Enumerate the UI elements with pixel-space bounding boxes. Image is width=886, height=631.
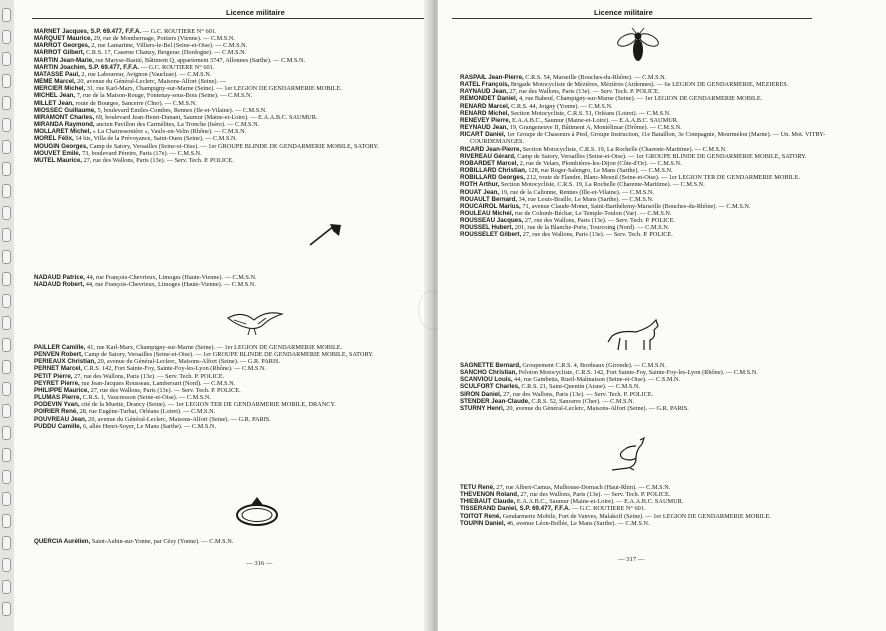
directory-entry bbox=[460, 174, 866, 181]
entry-name: PERNET Marcel, bbox=[34, 365, 83, 373]
entry-details: 27, rue des Wallons, Paris (13e). — Serv. Tech. P. POLICE. bbox=[82, 156, 234, 164]
entry-name: NADAUD Patrice, bbox=[34, 274, 85, 281]
binding-ring bbox=[2, 382, 11, 396]
entry-details: 27, rue des Wallons, Paris (13e). — Serv. Tech. P. POLICE. bbox=[523, 217, 675, 225]
entry-details: rue Jean-Jacques Rousseau, Lambersart (Nord). — C.M.S.N. bbox=[79, 379, 236, 387]
entry-name: TOITOT René, bbox=[460, 512, 502, 520]
entry-details: ancien Pavillon des Carmélites, La Tronche (Isère). — C.M.S.N. bbox=[94, 121, 260, 129]
directory-entry bbox=[34, 157, 426, 164]
entry-name: MEME Marcel, bbox=[34, 78, 76, 86]
bird-icon bbox=[224, 308, 286, 338]
entry-name: RATEL François, bbox=[460, 81, 510, 89]
binding-ring bbox=[2, 470, 11, 484]
binding-ring bbox=[2, 536, 11, 550]
directory-entry bbox=[34, 351, 426, 358]
binding-ring bbox=[2, 338, 11, 352]
entry-details: 29, rue de Montbernage, Poitiers (Vienne). — C.M.S.N. bbox=[92, 35, 235, 43]
directory-entry bbox=[460, 362, 866, 369]
directory-entry bbox=[34, 401, 426, 408]
entry-name: PENVEN Robert, bbox=[34, 351, 83, 359]
entry-details: 73, boulevard Péreire, Paris (17e). — C.M.S.N. bbox=[80, 149, 202, 157]
entry-name: MUTEL Maurice, bbox=[34, 156, 83, 164]
directory-entry bbox=[460, 203, 866, 210]
entry-name: RICART Daniel, bbox=[460, 131, 506, 139]
entry-details: Groupement C.R.S. 4, Bordeaux (Gironde). — C.M.S.N. bbox=[520, 362, 667, 369]
directory-entry bbox=[34, 42, 426, 49]
entry-name: PHILIPPE Maurice, bbox=[34, 386, 90, 394]
directory-entry bbox=[460, 146, 866, 153]
entry-details: rue Maryse-Bastié, Bâtiment Q, appartement 3747, Allonnes (Sarthe). — C.M.S.N. bbox=[93, 56, 306, 64]
binding-ring bbox=[2, 602, 11, 616]
entry-name: MIRAMONT Charles, bbox=[34, 113, 95, 121]
entry-details: 5, boulevard Emiles-Combes, Rennes (Ile-et-Vilaine). — C.M.S.N. bbox=[95, 106, 267, 114]
directory-entry bbox=[34, 274, 426, 281]
entry-details: 27, rue des Wallons, Paris (13e). — Serv. Tech. P. POLICE. bbox=[518, 491, 671, 499]
entry-details: 1er Groupe de Chasseurs à Pied, Groupe Instruction, 11e Bataillon, 3e Compagnie, Mourmelon (Marne). — Un. Mot. VITRY-COURDEMANGES. bbox=[470, 131, 826, 146]
directory-entry bbox=[34, 344, 426, 351]
entry-name: MOREL Félix, bbox=[34, 135, 74, 143]
entry-details: 27, rue des Wallons, Paris (13e). — Serv. Tech. P. POLICE. bbox=[507, 88, 660, 96]
entry-name: MARTIN Joachim, S.P. 69.477, F.F.A. bbox=[34, 63, 140, 71]
entry-details: 44, rue François-Chevrieux, Limoges (Haute-Vienne). — C.M.S.N. bbox=[84, 274, 257, 281]
entry-details: 44, rue François-Chevrieux, Limoges (Haute-Vienne). — C.M.S.N. bbox=[84, 281, 256, 289]
directory-entry bbox=[34, 107, 426, 114]
entry-details: 14 bis, Villa de la Prévoyance, Saint-Ouen (Seine). — C.M.S.N. bbox=[73, 135, 238, 143]
entry-details: 6, allée Henri-Soyer, Le Mans (Sarthe). — C.M.S.N. bbox=[81, 422, 217, 430]
directory-entry bbox=[460, 398, 866, 405]
entry-name: ROUCAIROL Marius, bbox=[460, 202, 521, 210]
entry-details: E.A.A.B.C., Saumur (Maine-et-Loire). — E.A.A.B.C. SAUMUR. bbox=[515, 498, 684, 506]
directory-entry bbox=[34, 538, 426, 545]
entry-name: QUERCIA Aurélien, bbox=[34, 538, 91, 545]
directory-entry bbox=[460, 224, 866, 231]
entry-name: MILLET Jean, bbox=[34, 99, 74, 107]
entry-details: 34, rue Louis-Braille, Le Mans (Sarthe). — C.M.S.N. bbox=[516, 195, 654, 203]
directory-entry bbox=[460, 391, 866, 398]
entry-name: MARROT Georges, bbox=[34, 42, 90, 50]
binding-ring bbox=[2, 448, 11, 462]
directory-entry bbox=[460, 153, 866, 160]
binding-ring bbox=[2, 52, 11, 66]
directory-entry bbox=[460, 383, 866, 390]
directory-entry bbox=[34, 114, 426, 121]
entry-details: 4, rue Babeuf, Champigny-sur-Marne (Seine). — 1er LEGION DE GENDARMERIE MOBILE. bbox=[517, 95, 763, 103]
entry-name: ROUSSEL Hubert, bbox=[460, 224, 514, 232]
binding-ring bbox=[2, 492, 11, 506]
directory-entry bbox=[460, 124, 866, 131]
entry-details: Brigade Motocycliste de Mézières, Mézières (Ardennes). — 6e LEGION DE GENDARMERIE, MEZIERES. bbox=[509, 81, 789, 89]
entry-name: POUVREAU Jean, bbox=[34, 415, 87, 423]
right-page-number: — 317 — bbox=[618, 556, 645, 563]
entry-details: 27, rue des Wallons, Paris (13e). — Serv. Tech. P. POLICE. bbox=[89, 386, 241, 394]
directory-entry bbox=[460, 160, 866, 167]
entry-name: THEVENON Roland, bbox=[460, 491, 519, 499]
binding-ring bbox=[2, 206, 11, 220]
binding-ring bbox=[2, 140, 11, 154]
entry-name: ROULEAU Michel, bbox=[460, 209, 514, 217]
entry-details: Peloton Motocycliste, C.R.S. 142, Fort Sainte-Foy, Sainte-Foy-les-Lyon (Rhône). — C.M.S.N. bbox=[517, 369, 758, 377]
binding-ring bbox=[2, 96, 11, 110]
entry-name: MARNET Jacques, S.P. 69.477, F.F.A. bbox=[34, 28, 142, 35]
binding-ring bbox=[2, 162, 11, 176]
directory-entry bbox=[34, 135, 426, 142]
entry-name: MOUGIN Georges, bbox=[34, 142, 88, 150]
entry-name: MARROT Gilbert, bbox=[34, 49, 85, 57]
binding-ring bbox=[2, 360, 11, 374]
directory-entry bbox=[460, 110, 866, 117]
entry-details: « La Chairessonière », Vaulx-en-Velin (Rhône). — C.M.S.N. bbox=[91, 128, 247, 136]
directory-entry bbox=[460, 81, 866, 88]
directory-entry bbox=[34, 423, 426, 430]
left-page-header: Licence militaire bbox=[226, 8, 285, 17]
entry-details: 201, rue de la Blanche-Porte, Tourcoing (Nord). — C.M.S.N. bbox=[513, 224, 670, 232]
directory-entry bbox=[460, 210, 866, 217]
entry-name: MIOSSEC Guillaume, bbox=[34, 106, 96, 114]
entry-details: Camp de Satory, Versailles (Seine-et-Oise). — 1er GROUPE BLINDE DE GENDARMERIE MOBILE, SATORY. bbox=[87, 142, 379, 150]
entry-details: — G.C. ROUTIERE N° 601. bbox=[141, 28, 217, 35]
entry-name: PERIEAUX Christian, bbox=[34, 358, 96, 366]
binding-ring bbox=[2, 74, 11, 88]
directory-entry bbox=[34, 85, 426, 92]
entry-details: 71, avenue Claude-Monet, Saint-Barthélemy-Marseille (Bouches-du-Rhône). — C.M.S.N. bbox=[520, 202, 751, 210]
entry-name: ROUSSELET Gilbert, bbox=[460, 231, 522, 239]
entry-details: Section Motocycliste, C.R.S. 19, La Rochelle (Charente-Maritime). — C.M.S.N. bbox=[499, 181, 705, 189]
entry-details: C.R.S. 142, Fort Sainte-Foy, Sainte-Foy-les-Lyon (Rhône). — C.M.S.N. bbox=[82, 365, 267, 373]
directory-entry bbox=[460, 181, 866, 188]
entry-details: — G.C. ROUTIERE N° 601. bbox=[570, 505, 646, 513]
binding-ring bbox=[2, 184, 11, 198]
directory-entry bbox=[34, 373, 426, 380]
entry-name: MATASSE Paul, bbox=[34, 70, 80, 78]
directory-entry bbox=[460, 513, 866, 520]
entry-details: Camp de Satory, Versailles (Seine-et-Oise). — 1er GROUPE BLINDE DE GENDARMERIE MOBILE, SATORY. bbox=[82, 351, 374, 359]
entry-details: cité de la Muette, Drancy (Seine). — 1er LEGION TER DE GENDARMERIE MOBILE, DRANCY. bbox=[79, 401, 336, 409]
directory-entry bbox=[34, 64, 426, 71]
entry-details: 2, rue de Velars, Plombières-les-Dijon (Côte-d'Or). — C.M.S.N. bbox=[518, 159, 682, 167]
entry-name: RIVEREAU Gérard, bbox=[460, 152, 516, 160]
binding-rings bbox=[0, 0, 14, 631]
entry-name: POIRIER René, bbox=[34, 408, 79, 416]
directory-entry bbox=[460, 484, 866, 491]
left-page-number: — 316 — bbox=[246, 560, 273, 567]
entry-name: REYNAUD Jean, bbox=[460, 124, 509, 132]
binding-ring bbox=[2, 118, 11, 132]
directory-entry bbox=[460, 189, 866, 196]
directory-entry bbox=[34, 121, 426, 128]
entry-details: — G.C. ROUTIERE N° 601. bbox=[139, 63, 215, 71]
right-header-rule bbox=[452, 18, 812, 19]
directory-entry bbox=[34, 416, 426, 423]
directory-entry bbox=[460, 74, 866, 81]
entry-name: ROBARDET Marcel, bbox=[460, 159, 519, 167]
entry-details: C.R.S. 44, Joigny (Yonne). — C.M.S.N. bbox=[509, 102, 613, 110]
entry-details: 20, avenue du Général-Leclerc, Maisons-Alfort (Seine). — bbox=[75, 78, 226, 86]
right-entries-t bbox=[460, 484, 866, 527]
entry-name: MARQUET Maurice, bbox=[34, 35, 93, 43]
left-entries-n bbox=[34, 274, 426, 288]
entry-name: SCANVIOU Louis, bbox=[460, 376, 513, 384]
ring-icon bbox=[232, 494, 282, 528]
directory-entry bbox=[460, 167, 866, 174]
entry-name: REMONDET Daniel, bbox=[460, 95, 518, 103]
entry-details: 44, rue Gambetta, Rueil-Malmaison (Seine-et-Oise). — C.S.M.N. bbox=[512, 376, 681, 384]
left-page bbox=[14, 0, 432, 631]
entry-name: TISSERAND Daniel, S.P. 69.477, F.F.A. bbox=[460, 505, 571, 513]
entry-details: C.R.S. 21, Saint-Quentin (Aisne). — C.M.S.N. bbox=[519, 383, 640, 391]
entry-name: PAILLER Camille, bbox=[34, 344, 86, 351]
entry-details: Camp de Satory, Versailles (Seine-et-Oise). — 1er GROUPE BLINDE DE GENDARMERIE MOBILE, SATORY. bbox=[515, 152, 807, 160]
directory-entry bbox=[34, 150, 426, 157]
directory-entry bbox=[34, 92, 426, 99]
entry-name: RENEVEY Pierre, bbox=[460, 116, 511, 124]
directory-entry bbox=[34, 281, 426, 288]
entry-details: Section Motocycliste, C.R.S. 51, Orléans (Loiret). — C.M.S.N. bbox=[509, 109, 671, 117]
entry-name: MOLLARET Michel, bbox=[34, 128, 92, 136]
entry-name: RAYNAUD Jean, bbox=[460, 88, 508, 96]
entry-details: 20, avenue du Général-Leclerc, Maisons-Alfort (Seine). — G.R. PARIS. bbox=[95, 358, 281, 366]
directory-entry bbox=[34, 128, 426, 135]
directory-entry bbox=[34, 408, 426, 415]
entry-details: 19, Grangeneuve II, Bâtiment A, Montélimar (Drôme). — C.M.S.N. bbox=[508, 124, 682, 132]
entry-details: E.A.A.B.C., Saumur (Maine-et-Loire). — E.A.A.B.C. SAUMUR. bbox=[510, 116, 679, 124]
bee-icon bbox=[616, 26, 660, 66]
entry-details: 27, rue des Wallons, Paris (13e). — Serv. Tech. P. POLICE. bbox=[72, 372, 225, 380]
left-entries-p bbox=[34, 344, 426, 430]
binding-ring bbox=[2, 558, 11, 572]
kangaroo-icon bbox=[606, 436, 648, 472]
right-page bbox=[438, 0, 886, 631]
entry-details: rue de Colomb-Béchar, Le Temple-Toulon (Var). — C.M.S.N. bbox=[513, 209, 672, 217]
entry-details: 31, rue Karl-Marx, Champigny-sur-Marne (Seine). — 1er LEGION DE GENDARMERIE MOBILE. bbox=[85, 85, 342, 93]
entry-name: PETIT Pierre, bbox=[34, 372, 73, 380]
binding-ring bbox=[2, 228, 11, 242]
left-entries-q bbox=[34, 538, 426, 545]
directory-entry bbox=[34, 35, 426, 42]
directory-entry bbox=[460, 88, 866, 95]
entry-name: ROUAT Jean, bbox=[460, 188, 500, 196]
entry-name: STENDER Jean-Claude, bbox=[460, 397, 530, 405]
left-entries-m bbox=[34, 28, 426, 164]
entry-name: MICHEL Jean, bbox=[34, 92, 76, 100]
directory-entry bbox=[460, 405, 866, 412]
left-header-rule bbox=[32, 18, 426, 19]
directory-entry bbox=[34, 71, 426, 78]
entry-name: SANCHO Christian, bbox=[460, 369, 518, 377]
entry-details: 46, avenue Léon-Bollée, Le Mans (Sarthe). — C.M.S.N. bbox=[505, 519, 650, 527]
entry-details: 128, rue Roger-Salengro, Le Mans (Sarthe). — C.M.S.N. bbox=[526, 167, 673, 175]
entry-details: Section Motocycliste, C.R.S. 19, La Rochelle (Charente-Maritime). — C.M.S.N. bbox=[521, 145, 727, 153]
entry-details: 27, rue des Wallons, Paris (13e). — Serv. Tech. P. POLICE. bbox=[501, 390, 654, 398]
directory-entry bbox=[34, 78, 426, 85]
entry-details: 212, route de Flandre, Blanc-Mesnil (Seine-et-Oise). — 1er LEGION TER DE GENDARMERIE MOBILE. bbox=[524, 174, 800, 182]
directory-entry bbox=[460, 498, 866, 505]
entry-details: 28, rue Eugène-Turbat, Orléans (Loiret). — C.M.S.N. bbox=[78, 408, 216, 416]
entry-name: ROBILLARD Christian, bbox=[460, 167, 527, 175]
entry-details: 27, rue des Wallons, Paris (13e). — Serv. Tech. P. POLICE. bbox=[521, 231, 673, 239]
directory-entry bbox=[460, 117, 866, 124]
donkey-icon bbox=[606, 318, 664, 354]
binding-ring bbox=[2, 404, 11, 418]
entry-details: C.R.S. 52, Sancerre (Cher). — C.M.S.N. bbox=[529, 397, 635, 405]
right-entries-r bbox=[460, 74, 866, 239]
entry-name: MIRANDA Raymond, bbox=[34, 121, 95, 129]
entry-name: TOUPIN Daniel, bbox=[460, 519, 506, 527]
entry-name: SIRON Daniel, bbox=[460, 390, 502, 398]
entry-details: C.R.S. 17, Caserne Chanzy, Bergerac (Dordogne). — C.M.S.N. bbox=[84, 49, 247, 57]
directory-entry bbox=[34, 394, 426, 401]
entry-name: PLUMAS Pierre, bbox=[34, 394, 82, 402]
entry-details: 7, rue de la Maison-Rouge, Fontenay-sous-Bois (Seine). — C.M.S.N. bbox=[75, 92, 253, 100]
entry-name: THIEBAUT Claude, bbox=[460, 498, 516, 506]
entry-name: MARTIN Jean-Marie, bbox=[34, 56, 94, 64]
directory-entry bbox=[34, 49, 426, 56]
entry-name: RASPAIL Jean-Pierre, bbox=[460, 74, 524, 81]
directory-entry bbox=[460, 369, 866, 376]
entry-name: STURNY Henri, bbox=[460, 404, 505, 412]
entry-name: ROBILLARD Georges, bbox=[460, 174, 525, 182]
binding-ring bbox=[2, 514, 11, 528]
entry-name: ROUAULT Bernard, bbox=[460, 195, 517, 203]
directory-entry bbox=[460, 376, 866, 383]
entry-name: TETU René, bbox=[460, 484, 495, 491]
binding-ring bbox=[2, 294, 11, 308]
entry-details: C.R.S. 54, Marseille (Bouches-du-Rhône). — C.M.S.N. bbox=[523, 74, 667, 81]
entry-details: 20, avenue du Général-Leclerc, Maisons-Alfort (Seine). — G.R. PARIS. bbox=[86, 415, 271, 423]
directory-entry bbox=[34, 380, 426, 387]
directory-entry bbox=[34, 387, 426, 394]
entry-name: MOUVET Emile, bbox=[34, 149, 81, 157]
directory-entry bbox=[460, 217, 866, 224]
binding-ring bbox=[2, 8, 11, 22]
axe-icon bbox=[306, 222, 344, 248]
entry-details: C.R.S. 1, Vaucresson (Seine-et-Oise). — C.M.S.N. bbox=[81, 394, 211, 402]
binding-ring bbox=[2, 580, 11, 594]
entry-details: 2, rue Lamartine, Villiers-le-Bel (Seine-et-Oise). — C.M.S.N. bbox=[89, 42, 248, 50]
directory-entry bbox=[34, 365, 426, 372]
binding-ring bbox=[2, 426, 11, 440]
binding-ring bbox=[2, 30, 11, 44]
directory-entry bbox=[460, 231, 866, 238]
directory-entry bbox=[460, 103, 866, 110]
directory-entry bbox=[34, 28, 426, 35]
entry-details: 69, boulevard Jean-Henri-Dunant, Saumur (Maine-et-Loire). — E.A.A.B.C. SAUMUR. bbox=[94, 113, 318, 121]
entry-details: 2, rue Laboureur, Avignon (Vaucluse). — C.M.S.N. bbox=[79, 70, 212, 78]
entry-details: 19, rue de la Calionne, Rennes (Ille-et-Vilaine). — C.M.S.N. bbox=[499, 188, 655, 196]
directory-entry bbox=[460, 491, 866, 498]
directory-entry bbox=[460, 505, 866, 512]
entry-details: 41, rue Karl-Marx, Champigny-sur-Marne (Seine). — 1er LEGION DE GENDARMERIE MOBILE. bbox=[85, 344, 343, 351]
entry-details: route de Bourges, Sancerre (Cher). — C.M.S.N. bbox=[73, 99, 197, 107]
binding-ring bbox=[2, 316, 11, 330]
directory-entry bbox=[34, 100, 426, 107]
directory-entry bbox=[34, 57, 426, 64]
directory-entry bbox=[460, 131, 866, 145]
entry-details: 27, rue Albert-Camus, Mulhouse-Dornach (Haut-Rhin). — C.M.S.N. bbox=[494, 484, 671, 491]
entry-name: RICARD Jean-Pierre, bbox=[460, 145, 522, 153]
binding-ring bbox=[2, 250, 11, 264]
directory-entry bbox=[460, 520, 866, 527]
entry-name: ROUSSEAU Jacques, bbox=[460, 217, 524, 225]
right-entries-s bbox=[460, 362, 866, 412]
entry-name: RENARD Michel, bbox=[460, 109, 510, 117]
directory-entry bbox=[460, 196, 866, 203]
entry-name: ROTH Arthur, bbox=[460, 181, 500, 189]
entry-name: SCULFORT Charles, bbox=[460, 383, 520, 391]
entry-details: 20, avenue du Général-Leclerc, Maisons-Alfort (Seine). — G.R. PARIS. bbox=[504, 404, 689, 412]
entry-name: PUDDU Camille, bbox=[34, 422, 82, 430]
binding-ring bbox=[2, 272, 11, 286]
right-page-header: Licence militaire bbox=[594, 8, 653, 17]
entry-name: SAGNETTE Bernard, bbox=[460, 362, 521, 369]
entry-name: MERCIER Michel, bbox=[34, 85, 86, 93]
directory-entry bbox=[34, 358, 426, 365]
directory-entry bbox=[460, 95, 866, 102]
directory-entry bbox=[34, 143, 426, 150]
entry-name: NADAUD Robert, bbox=[34, 281, 85, 289]
entry-details: Saint-Aubin-sur-Yonne, par Cézy (Yonne). — C.M.S.N. bbox=[90, 538, 234, 545]
entry-name: PEYRET Pierre, bbox=[34, 379, 80, 387]
entry-name: RENARD Marcel, bbox=[460, 102, 510, 110]
entry-name: PODEVIN Yvan, bbox=[34, 401, 80, 409]
entry-details: Gendarmerie Mobile, Fort de Vanves, Malakoff (Seine). — 1er LEGION DE GENDARMERIE MOBILE. bbox=[501, 512, 771, 520]
